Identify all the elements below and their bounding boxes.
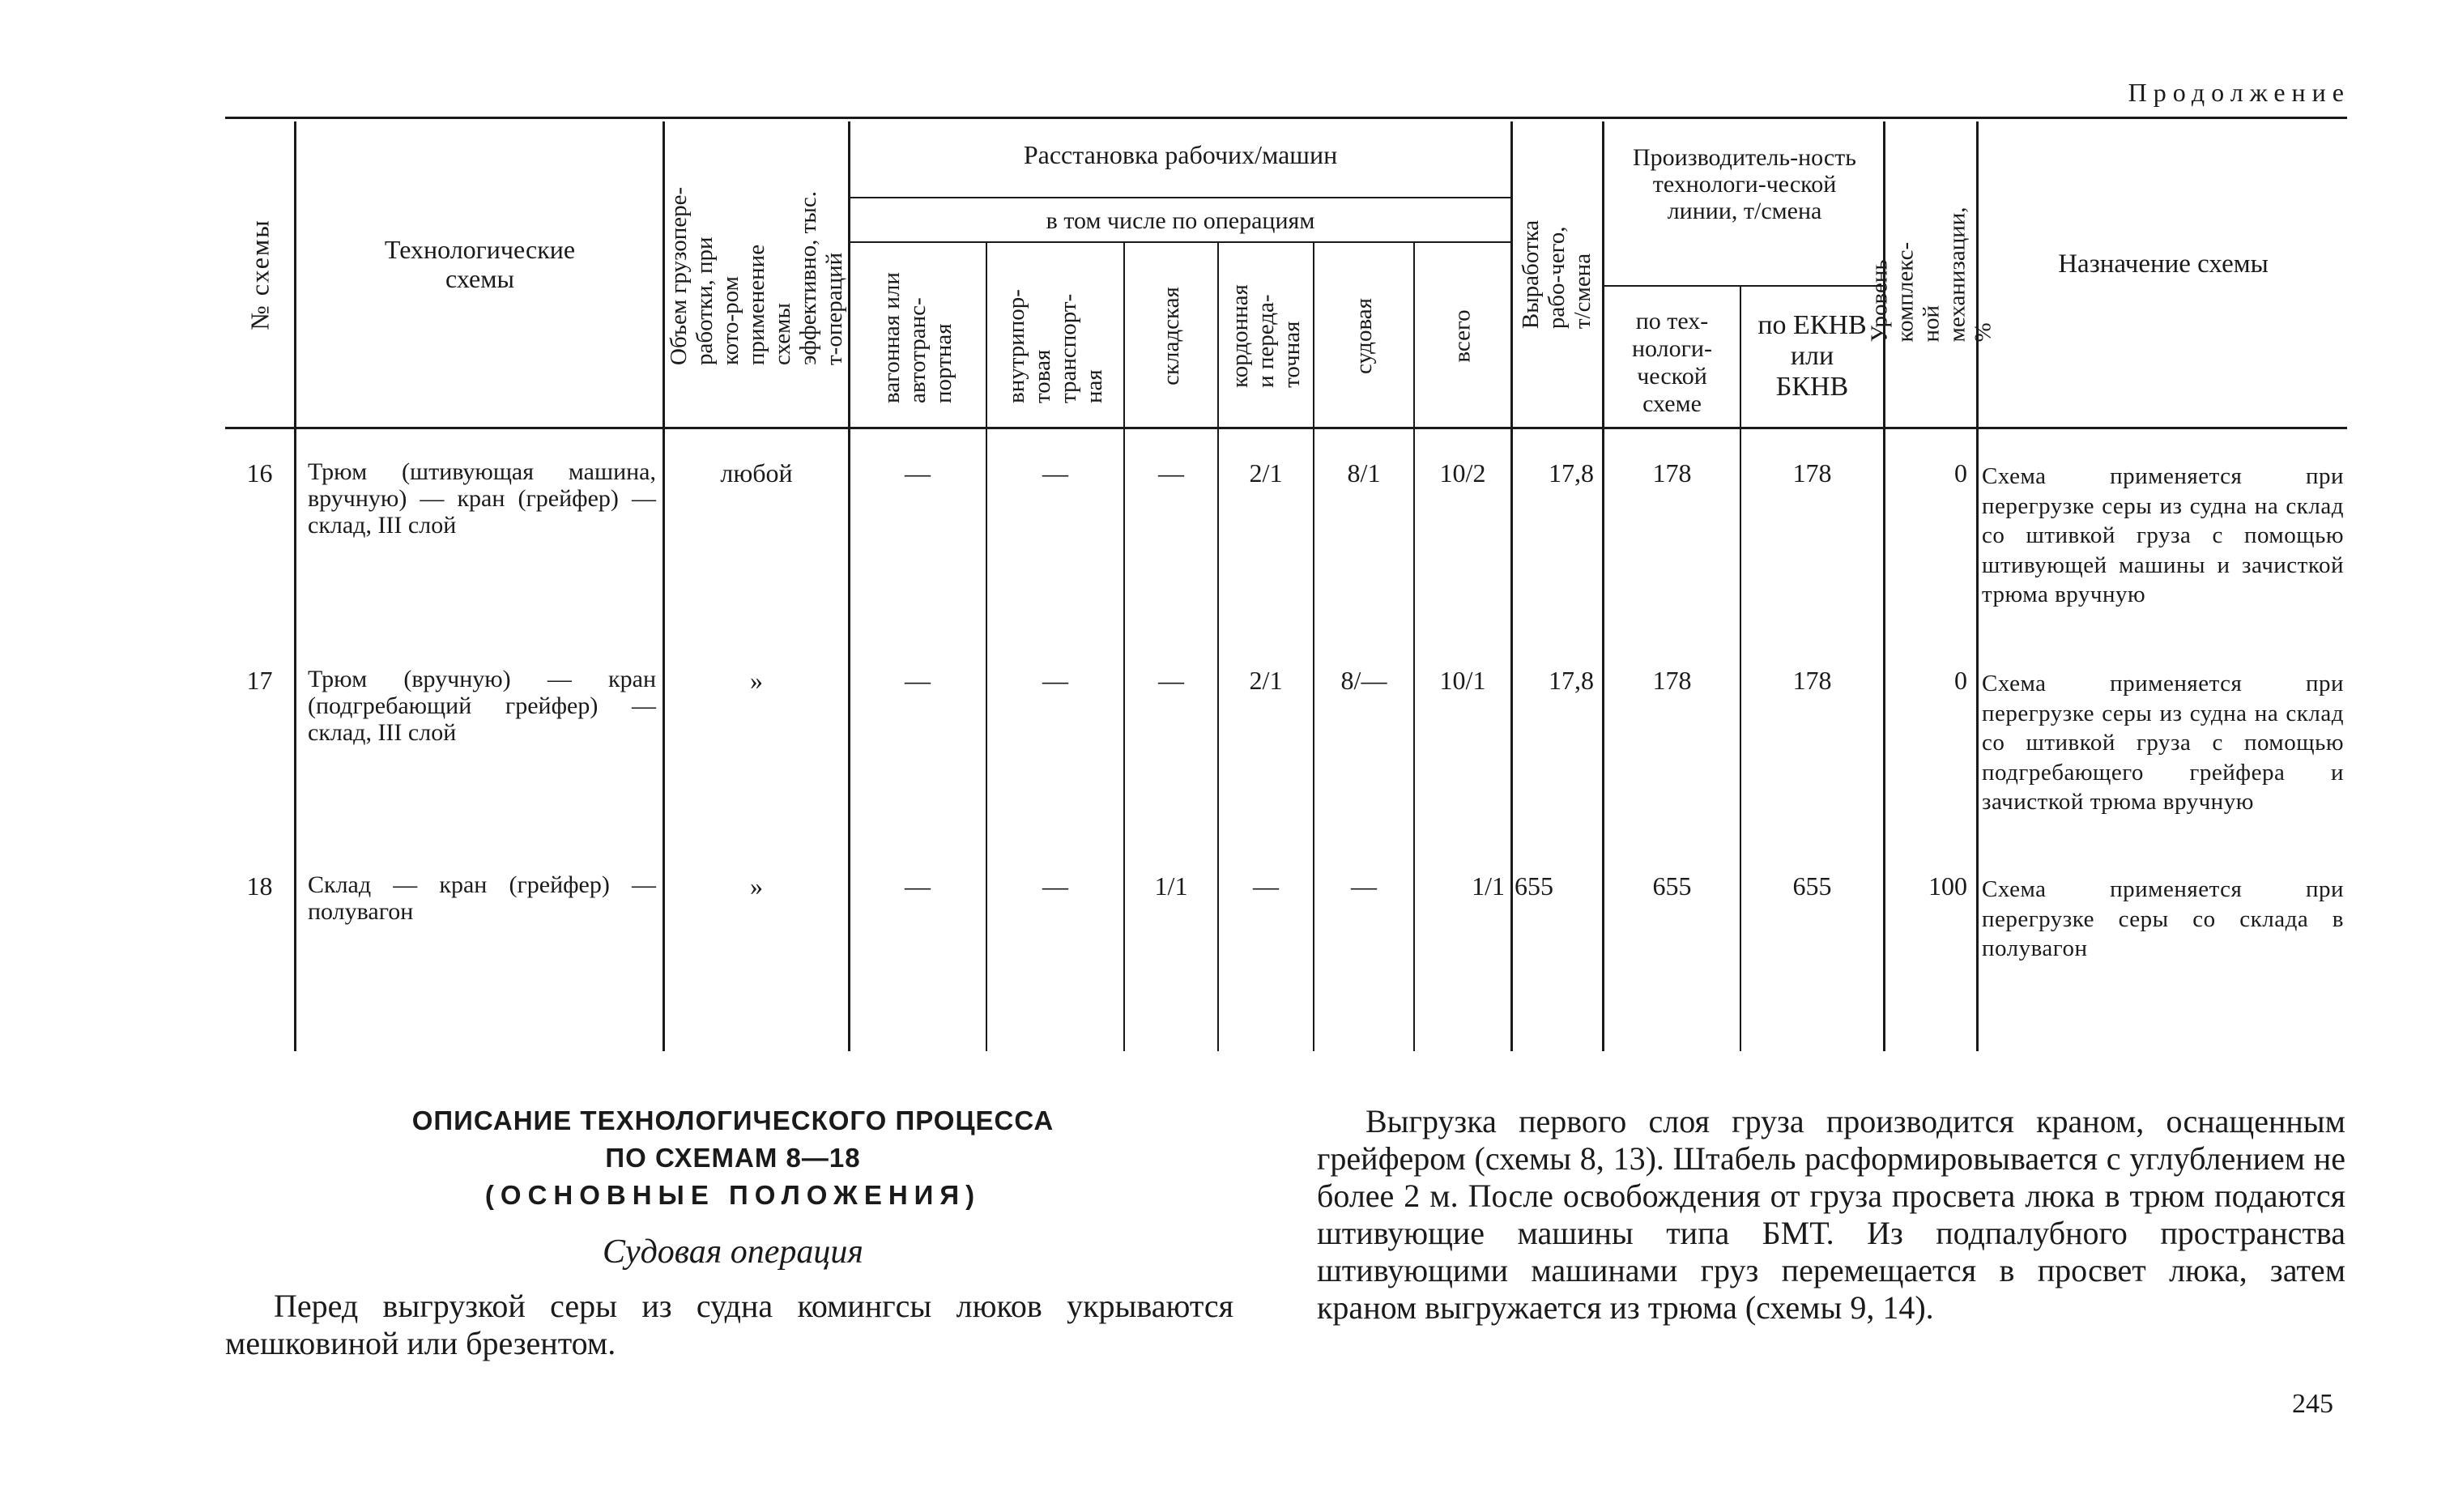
- row-warehouse: —: [1158, 666, 1184, 695]
- header-wagon: вагонная или автотранс-портная: [879, 271, 956, 403]
- header-by-operations: в том числе по операциям: [1046, 207, 1315, 234]
- row-wagon: —: [905, 458, 931, 488]
- header-tech: Технологические схемы: [384, 235, 576, 293]
- row-internal: —: [1042, 871, 1068, 901]
- row-output: 655: [1515, 871, 1553, 901]
- row-total: 10/1: [1439, 666, 1486, 695]
- header-total: всего: [1449, 309, 1476, 363]
- header-productivity: Производитель-ность технологи-ческой линии, т/смена: [1633, 144, 1856, 224]
- row-tech: Склад — кран (грейфер) — полувагон: [308, 871, 656, 925]
- paragraph-right: Выгрузка первого слоя груза производится краном, оснащенным грейфером (схемы 8, 13). Штабель расформировывается с углублением не более 2 м. После освобождения от груза просвета люка в трюм подаются штивующие машины типа БМТ. Из подпалубного пространства штивующими машинами груз перемещается в просвет люка, затем краном выгружается из трюма (схемы 9, 14).: [1317, 1103, 2345, 1326]
- row-cordon: 2/1: [1249, 458, 1283, 488]
- row-internal: —: [1042, 666, 1068, 695]
- header-internal: внутрипор-товая транспорт-ная: [1003, 288, 1107, 403]
- row-volume: »: [750, 666, 763, 695]
- row-total: 1/1: [1472, 871, 1505, 901]
- row-mech: 100: [1928, 871, 1967, 901]
- section-title-line-2: ПО СХЕМАМ 8—18: [605, 1143, 861, 1173]
- row-internal: —: [1042, 458, 1068, 488]
- row-warehouse: —: [1158, 458, 1184, 488]
- row-total: 10/2: [1439, 458, 1486, 488]
- row-volume: любой: [720, 458, 793, 488]
- header-by-scheme: по тех-нологи-ческой схеме: [1632, 308, 1712, 417]
- section-title-line-1: ОПИСАНИЕ ТЕХНОЛОГИЧЕСКОГО ПРОЦЕССА: [411, 1105, 1054, 1135]
- header-number: № схемы: [245, 218, 275, 330]
- row-tech: Трюм (штивующая машина, вручную) — кран (грейфер) — склад, III слой: [308, 458, 656, 539]
- row-cordon: —: [1253, 871, 1279, 901]
- row-tech: Трюм (вручную) — кран (подгребающий грейфер) — склад, III слой: [308, 666, 656, 746]
- row-output: 17,8: [1549, 666, 1594, 695]
- header-ship: судовая: [1350, 297, 1377, 374]
- continuation-label: Продолжение: [2128, 78, 2350, 107]
- row-purpose: Схема применяется при перегрузке серы со склада в полувагон: [1982, 876, 2344, 961]
- row-ship: —: [1351, 871, 1377, 901]
- row-cordon: 2/1: [1249, 666, 1283, 695]
- row-by-eknv: 178: [1792, 458, 1832, 488]
- section-subtitle: Судовая операция: [603, 1233, 863, 1271]
- row-purpose: Схема применяется при перегрузке серы из судна на склад со штивкой груза с помощью подгребающего грейфера и зачисткой трюма вручную: [1982, 671, 2344, 815]
- row-by-eknv: 655: [1792, 871, 1832, 901]
- header-purpose: Назначение схемы: [2058, 249, 2269, 279]
- row-by-scheme: 655: [1652, 871, 1692, 901]
- row-warehouse: 1/1: [1154, 871, 1188, 901]
- row-output: 17,8: [1549, 458, 1594, 488]
- row-number: 16: [246, 458, 273, 488]
- row-number: 18: [246, 871, 273, 901]
- row-wagon: —: [905, 871, 931, 901]
- page-number: 245: [2292, 1389, 2333, 1419]
- row-by-scheme: 178: [1652, 458, 1692, 488]
- header-by-eknv: по ЕКНВ или БКНВ: [1757, 310, 1867, 402]
- row-purpose: Схема применяется при перегрузке серы из судна на склад со штивкой груза с помощью штивующей машины и зачисткой трюма вручную: [1982, 463, 2344, 607]
- header-placement: Расстановка рабочих/машин: [1023, 140, 1338, 169]
- row-mech: 0: [1954, 458, 1967, 488]
- row-mech: 0: [1954, 666, 1967, 695]
- row-volume: »: [750, 871, 763, 901]
- paragraph-left: Перед выгрузкой серы из судна комингсы люков укрываются мешковиной или брезентом.: [225, 1288, 1233, 1361]
- row-wagon: —: [905, 666, 931, 695]
- row-by-scheme: 178: [1652, 666, 1692, 695]
- header-output: Выработка рабо-чего, т/смена: [1518, 219, 1596, 329]
- header-cordon: кордонная и переда-точная: [1227, 283, 1305, 388]
- row-ship: 8/—: [1340, 666, 1387, 695]
- header-volume: Объем грузоперe-работки, при кото-ром применение схемы эффективно, тыс. т-операций: [666, 186, 847, 365]
- header-mech-level: Уровень комплекс-ной механизации, %: [1866, 206, 1996, 342]
- header-warehouse: складская: [1158, 286, 1185, 385]
- row-number: 17: [246, 666, 273, 695]
- row-by-eknv: 178: [1792, 666, 1832, 695]
- row-ship: 8/1: [1347, 458, 1381, 488]
- section-title-line-3: (ОСНОВНЫЕ ПОЛОЖЕНИЯ): [484, 1180, 982, 1210]
